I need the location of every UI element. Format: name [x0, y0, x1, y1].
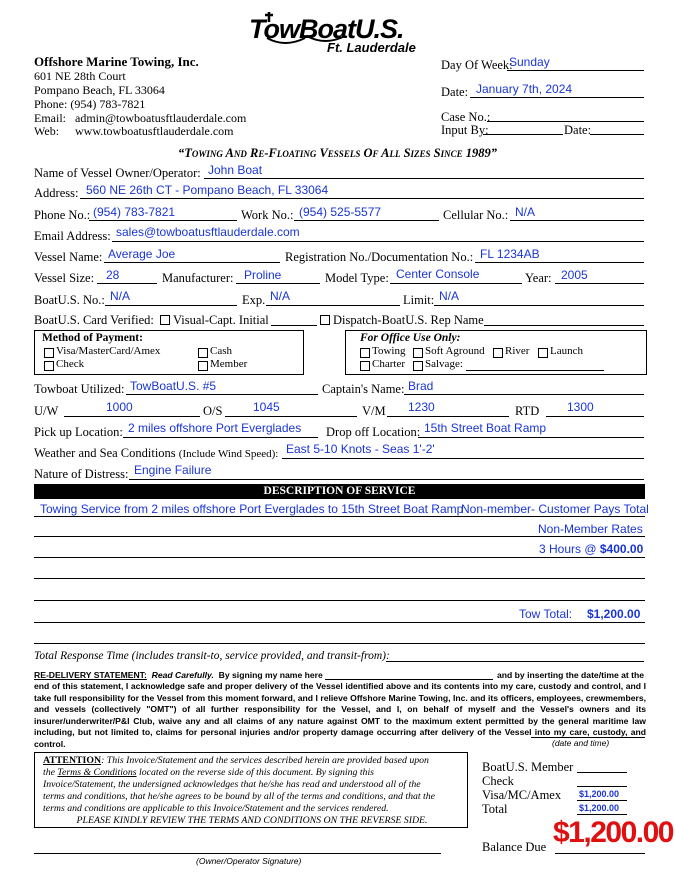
total-label: Total	[482, 802, 508, 816]
email-label: Email Address:	[34, 229, 111, 243]
signature-label: (Owner/Operator Signature)	[196, 856, 302, 866]
distress-field[interactable]: Engine Failure	[134, 463, 212, 477]
pay-check-checkbox[interactable]	[44, 361, 54, 371]
day-value[interactable]: Sunday	[509, 55, 550, 69]
redelivery-text2: and by inserting the date/time at the	[497, 670, 645, 680]
exp-label: Exp.	[242, 293, 266, 307]
visual-capt-checkbox[interactable]	[160, 315, 170, 325]
case-label: Case No.:	[441, 110, 491, 124]
reg-label: Registration No./Documentation No.:	[285, 250, 474, 264]
vessel-field[interactable]: Average Joe	[108, 247, 176, 261]
redelivery-datetime: (date and time)	[552, 738, 610, 748]
card-verified-label: BoatU.S. Card Verified:	[34, 313, 154, 327]
tow-total-value[interactable]: $1,200.00	[587, 607, 641, 621]
uw-label: U/W	[34, 404, 59, 418]
off-launch-label: Launch	[550, 345, 583, 357]
captain-label: Captain's Name:	[322, 382, 405, 396]
email-field[interactable]: sales@towboatusftlauderdale.com	[116, 225, 300, 239]
model-field[interactable]: Center Console	[396, 267, 480, 281]
off-river-checkbox[interactable]	[493, 348, 503, 358]
off-launch-checkbox[interactable]	[538, 348, 548, 358]
cell-field[interactable]: N/A	[515, 205, 536, 219]
redelivery-first-line	[34, 670, 323, 680]
response-label: Total Response Time (includes transit-to, service provided, and transit-from):	[34, 650, 390, 662]
company-phone: Phone: (954) 783-7821	[34, 97, 146, 111]
towboat-field[interactable]: TowBoatU.S. #5	[130, 379, 217, 393]
attention-line6: PLEASE KINDLY REVIEW THE TERMS AND CONDITIONS ON THE REVERSE SIDE.	[76, 815, 428, 826]
balance-label: Balance Due	[482, 840, 547, 854]
office-title: For Office Use Only:	[360, 332, 461, 344]
tagline: “Towing And Re-Floating Vessels Of All Sizes Since 1989”	[177, 146, 498, 160]
off-charter-label: Charter	[372, 358, 405, 370]
company-address-2: Pompano Beach, FL 33064	[34, 83, 165, 97]
dispatch-label: Dispatch-BoatU.S. Rep Name	[333, 313, 484, 327]
address-field[interactable]: 560 NE 26th CT - Pompano Beach, FL 33064	[86, 183, 329, 197]
pay-cash-checkbox[interactable]	[198, 348, 208, 358]
total-value[interactable]: $1,200.00	[579, 803, 620, 813]
dropoff-label: Drop off Location:	[326, 425, 421, 439]
phone-field[interactable]: (954) 783-7821	[93, 205, 176, 219]
day-label: Day Of Week:	[441, 58, 513, 72]
vm-field[interactable]: 1230	[408, 400, 435, 414]
service-line3[interactable]	[539, 542, 643, 556]
date-label: Date:	[441, 85, 469, 99]
owner-field[interactable]: John Boat	[208, 163, 263, 177]
redelivery-body: end of this statement, I acknowledge safe and proper delivery of the Vessel identified above and its contents into my care, custody and control, and I take full responsibility for the Vessel from this moment forward, and I relieve Offshore Marine Towing, Inc. and its officers, employees, crewmembers, and vessels (collectively "OMT") of all further responsibility for the Vessel, and I, on behalf of myself and the Vessel's owners and its insurer/underwriter/P&I Club, waive any and all claims of any nature against OMT to the maximum extent permitted by the general maritime law including, but not limited to, claims for personal injuries and/or property damage occurring after delivery of the Vessel into my care, custody, and control.	[34, 681, 646, 749]
rtd-label: RTD	[515, 404, 540, 418]
redelivery-title: RE-DELIVERY STATEMENT:	[34, 670, 147, 680]
work-label: Work No.:	[241, 208, 294, 222]
exp-field[interactable]: N/A	[270, 289, 291, 303]
towboat-label: Towboat Utilized:	[34, 382, 125, 396]
attention-line3: Invoice/Statement, the undersigned acknowledges that he/she has read and understood all of the	[43, 779, 421, 790]
weather-sub-label: (Include Wind Speed):	[178, 448, 279, 460]
attention-line5: terms and conditions are applicable to this Invoice/Statement and the services rendered.	[43, 803, 389, 814]
off-salvage-checkbox[interactable]	[413, 361, 423, 371]
redelivery-text1: By signing my name here	[218, 670, 323, 680]
limit-field[interactable]: N/A	[439, 289, 460, 303]
work-field[interactable]: (954) 525-5577	[299, 205, 382, 219]
off-soft-checkbox[interactable]	[413, 348, 423, 358]
off-salvage-label: Salvage:	[425, 358, 463, 370]
service-rate: $400.00	[599, 542, 644, 556]
model-label: Model Type:	[325, 271, 389, 285]
terms-link[interactable]: Terms & Conditions	[57, 767, 137, 778]
payment-title: Method of Payment:	[42, 332, 143, 344]
off-soft-label: Soft Aground	[425, 345, 485, 357]
mfr-label: Manufacturer:	[162, 271, 234, 285]
company-address-1: 601 NE 28th Court	[34, 69, 126, 83]
address-label: Address:	[34, 186, 79, 200]
visual-capt-label: Visual-Capt. Initial	[173, 313, 269, 327]
logo-text: TowBoatU.S.	[249, 14, 404, 44]
vessel-label: Vessel Name:	[34, 250, 103, 264]
tow-total-label: Tow Total:	[519, 607, 573, 621]
attention-text	[43, 755, 461, 827]
year-label: Year:	[525, 271, 552, 285]
captain-field[interactable]: Brad	[408, 379, 434, 393]
phone-label: Phone No.:	[34, 208, 91, 222]
pay-cash-label: Cash	[210, 345, 232, 357]
company-name: Offshore Marine Towing, Inc.	[34, 54, 199, 69]
company-email[interactable]: admin@towboatusftlauderdale.com	[75, 111, 247, 125]
dispatch-checkbox[interactable]	[320, 315, 330, 325]
service-line1-right[interactable]: Non-member- Customer Pays Total	[461, 502, 649, 516]
weather-label	[34, 446, 278, 461]
company-logo	[247, 10, 447, 55]
service-line2[interactable]: Non-Member Rates	[538, 522, 643, 536]
cell-label: Cellular No.:	[443, 208, 509, 222]
weather-main-label: Weather and Sea Conditions	[34, 446, 176, 460]
balance-value[interactable]: $1,200.00	[553, 816, 673, 849]
distress-label: Nature of Distress:	[34, 467, 129, 481]
vm-label: V/M	[362, 404, 386, 418]
pickup-label: Pick up Location:	[34, 425, 123, 439]
attention-line1: ATTENTION: This Invoice/Statement and the services described herein are provided based upon	[43, 755, 429, 766]
logo-subtext: Ft. Lauderdale	[327, 40, 416, 55]
date2-label: Date:	[564, 123, 592, 137]
pay-visa-checkbox[interactable]	[44, 348, 54, 358]
service-hours: 3 Hours @	[539, 542, 600, 556]
off-towing-checkbox[interactable]	[360, 348, 370, 358]
reg-field[interactable]: FL 1234AB	[480, 247, 540, 261]
limit-label: Limit:	[403, 293, 435, 307]
attention-title: ATTENTION	[43, 755, 102, 766]
os-field[interactable]: 1045	[253, 400, 280, 414]
company-email-label: Email:	[34, 111, 66, 125]
visa-value[interactable]: $1,200.00	[579, 789, 620, 799]
attention-line4: terms and conditions, that he/she agrees to be bound by all of the terms and conditions, and that the	[43, 791, 436, 802]
owner-label: Name of Vessel Owner/Operator:	[34, 166, 201, 180]
visa-label: Visa/MC/Amex	[482, 788, 562, 802]
rtd-field[interactable]: 1300	[567, 400, 594, 414]
pay-member-label: Member	[210, 358, 248, 370]
off-river-label: River	[505, 345, 530, 357]
redelivery-lead: Read Carefully.	[151, 670, 214, 680]
pickup-field[interactable]: 2 miles offshore Port Everglades	[128, 421, 302, 435]
bno-field[interactable]: N/A	[110, 289, 131, 303]
dropoff-field[interactable]: 15th Street Boat Ramp	[424, 421, 547, 435]
pay-member-checkbox[interactable]	[198, 361, 208, 371]
attention-line2: the Terms & Conditions located on the reverse side of this document. By signing this	[43, 767, 374, 778]
size-label: Vessel Size:	[34, 271, 95, 285]
os-label: O/S	[203, 404, 223, 418]
weather-field[interactable]: East 5-10 Knots - Seas 1'-2'	[286, 442, 435, 456]
bno-label: BoatU.S. No.:	[34, 293, 105, 307]
date-value[interactable]: January 7th, 2024	[476, 82, 573, 96]
uw-field[interactable]: 1000	[106, 400, 133, 414]
off-charter-checkbox[interactable]	[360, 361, 370, 371]
member-label: BoatU.S. Member	[482, 760, 574, 774]
company-web-label: Web:	[34, 124, 60, 138]
service-header-text: DESCRIPTION OF SERVICE	[263, 485, 416, 497]
year-field[interactable]: 2005	[561, 268, 588, 282]
off-towing-label: Towing	[372, 345, 406, 357]
mfr-field[interactable]: Proline	[244, 268, 282, 282]
check-label: Check	[482, 774, 514, 788]
pay-visa-label: Visa/MasterCard/Amex	[56, 345, 161, 357]
size-field[interactable]: 28	[106, 268, 120, 282]
company-web[interactable]: www.towboatusftlauderdale.com	[75, 124, 234, 138]
service-line1-left[interactable]: Towing Service from 2 miles offshore Port Everglades to 15th Street Boat Ramp	[40, 502, 464, 516]
pay-check-label: Check	[56, 358, 85, 370]
inputby-label: Input By:	[441, 123, 489, 137]
